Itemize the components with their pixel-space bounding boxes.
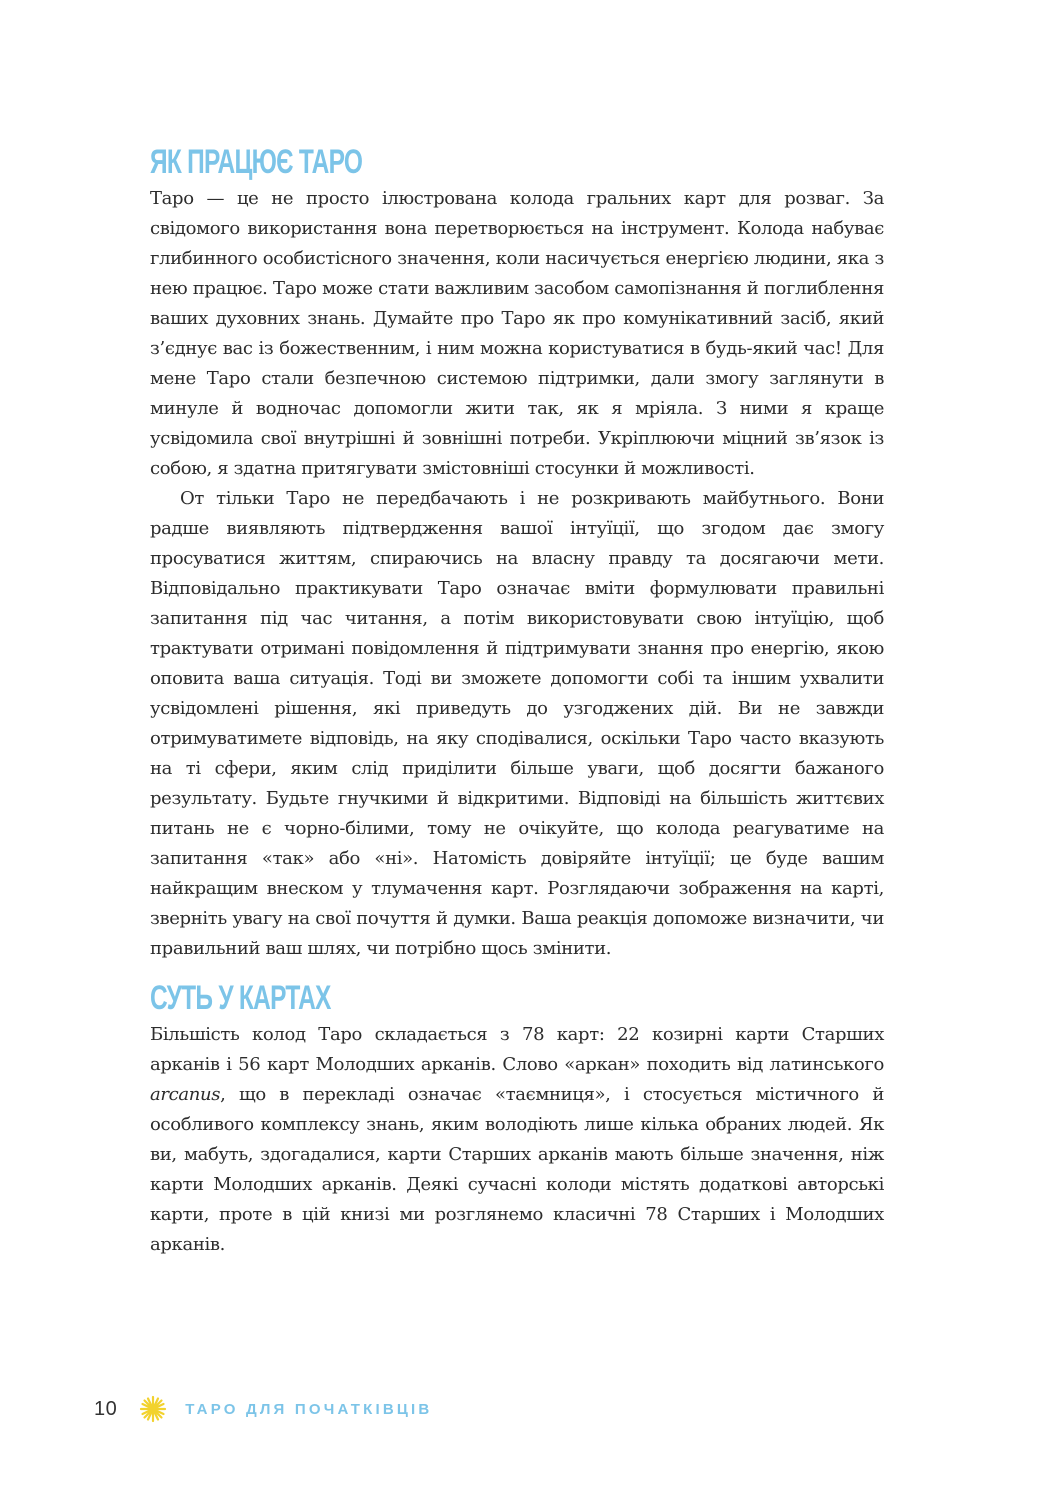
page-footer	[94, 1394, 432, 1424]
sun-star-icon	[139, 1395, 167, 1423]
section-heading: ЯК ПРАЦЮЄ ТАРО	[150, 143, 363, 181]
body-paragraph	[150, 1020, 884, 1260]
page-content	[150, 140, 884, 1260]
running-title: ТАРО ДЛЯ ПОЧАТКІВЦІВ	[185, 1400, 433, 1418]
body-paragraph: От тільки Таро не передбачають і не розкривають майбутнього. Вони радше виявляють підтвердження вашої інтуїції, що згодом дає змогу просуватися життям, спираючись на власну правду та досягаючи мети. Відповідально практикувати Таро означає вміти формулювати правильні запитання під час читання, а потім використовувати свою інтуїцію, щоб трактувати отримані повідомлення й підтримувати знання про енергію, якою оповита ваша ситуація. Тоді ви зможете допомогти собі та іншим ухвалити усвідомлені рішення, які приведуть до узгоджених дій. Ви не завжди отримуватимете відповідь, на яку сподівалися, оскільки Таро часто вказують на ті сфери, яким слід приділити більше уваги, щоб досягти бажаного результату. Будьте гнучкими й відкритими. Відповіді на більшість життєвих питань не є чорно-білими, тому не очікуйте, що колода реагуватиме на запитання «так» або «ні». Натомість довіряйте інтуїції; це буде вашим найкращим внеском у тлумачення карт. Розглядаючи зображення на карті, зверніть увагу на свої почуття й думки. Ваша реакція допоможе визначити, чи правильний ваш шлях, чи потрібно щось змінити.	[150, 488, 884, 959]
paragraph-text: , що в перекладі означає «таємниця», і стосується містичного й особливого комплексу знань, яким володіють лише кілька обраних людей. Як ви, мабуть, здогадалися, карти Старших арканів мають більше значення, ніж карти Молодших арканів. Деякі сучасні колоди містять додаткові авторські карти, проте в цій книзі ми розглянемо класичні 78 Старших і Молодших арканів.	[150, 1084, 884, 1255]
body-paragraph: Таро — це не просто ілюстрована колода гральних карт для розваг. За свідомого використання вона перетворюється на інструмент. Колода набуває глибинного особистісного значення, коли насичується енергією людини, яка з нею працює. Таро може стати важливим засобом самопізнання й поглиблення ваших духовних знань. Думайте про Таро як про комунікативний засіб, який з’єднує вас із божественним, і ним можна користуватися в будь-який час! Для мене Таро стали безпечною системою підтримки, дали змогу заглянути в минуле й водночас допомогли жити так, як я мріяла. З ними я краще усвідомила свої внутрішні й зовнішні потреби. Укріплюючи міцний зв’язок із собою, я здатна притягувати змістовніші стосунки й можливості.	[150, 188, 884, 479]
section-heading: СУТЬ У КАРТАХ	[150, 979, 331, 1017]
italic-term: arcanus	[150, 1084, 221, 1105]
page-number: 10	[94, 1397, 118, 1420]
paragraph-text: Більшість колод Таро складається з 78 карт: 22 козирні карти Старших арканів і 56 карт Молодших арканів. Слово «аркан» походить від латинського	[150, 1024, 884, 1075]
section-how-tarot-works	[150, 140, 884, 964]
section-essence-in-cards	[150, 976, 884, 1260]
